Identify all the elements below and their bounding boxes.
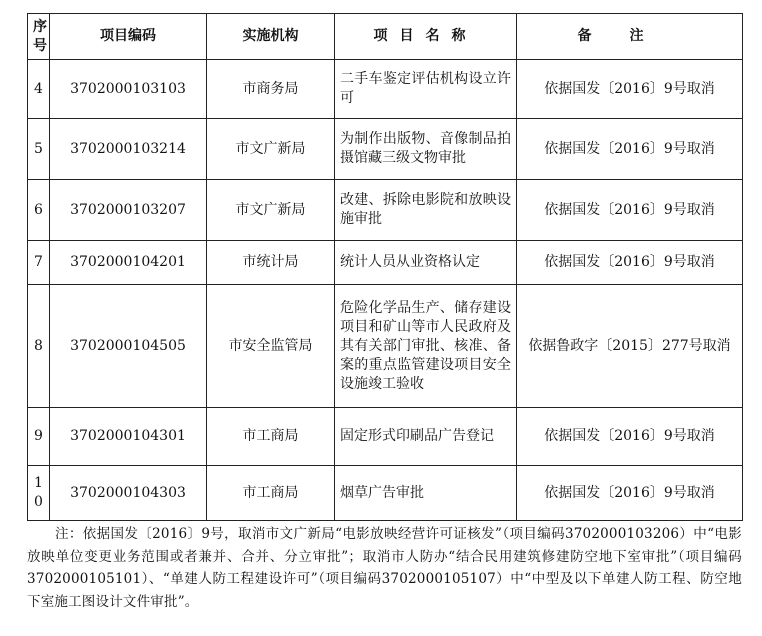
footnote: 注：依据国发〔2016〕9号，取消市文广新局“电影放映经营许可证核发”（项目编码3702000103206）中“电影放映单位变更业务范围或者兼并、合并、分立审批”；取消市人防办“结合民用建筑修建防空地下室审批”（项目编码3702000105101）、“单建人防工程建设许可”（项目编码3702000105107）中“中型及以下单建人防工程、防空地下室施工图设计文件审批”。 [27, 526, 742, 610]
row-code: 3702000104505 [50, 285, 207, 408]
row-code: 3702000104301 [50, 408, 207, 466]
header-seq: 序号 [28, 14, 50, 60]
row-seq: 7 [28, 241, 50, 285]
row-note: 依据国发〔2016〕9号取消 [517, 408, 743, 466]
row-name: 改建、拆除电影院和放映设施审批 [335, 180, 517, 241]
table-row [28, 466, 743, 521]
header-name-label: 项目名称 [373, 28, 478, 44]
row-name: 固定形式印刷品广告登记 [335, 408, 517, 466]
row-name: 危险化学品生产、储存建设项目和矿山等市人民政府及其有关部门审批、核准、备案的重点监管建设项目安全设施竣工验收 [335, 285, 517, 408]
row-org: 市统计局 [207, 241, 335, 285]
table-row [28, 180, 743, 241]
row-note: 依据国发〔2016〕9号取消 [517, 119, 743, 180]
table-row [28, 60, 743, 119]
table-header-row [28, 14, 743, 60]
row-note: 依据国发〔2016〕9号取消 [517, 180, 743, 241]
row-seq: 5 [28, 119, 50, 180]
row-name: 烟草广告审批 [335, 466, 517, 521]
row-note: 依据鲁政字〔2015〕277号取消 [517, 285, 743, 408]
row-seq: 10 [28, 466, 50, 521]
row-name: 二手车鉴定评估机构设立许可 [335, 60, 517, 119]
row-note: 依据国发〔2016〕9号取消 [517, 466, 743, 521]
row-code: 3702000103214 [50, 119, 207, 180]
row-seq: 6 [28, 180, 50, 241]
row-note: 依据国发〔2016〕9号取消 [517, 241, 743, 285]
row-org: 市商务局 [207, 60, 335, 119]
row-name: 统计人员从业资格认定 [335, 241, 517, 285]
row-seq: 9 [28, 408, 50, 466]
row-code: 3702000103207 [50, 180, 207, 241]
header-note-label: 备注 [577, 28, 682, 44]
row-seq: 4 [28, 60, 50, 119]
table-row [28, 285, 743, 408]
row-seq: 8 [28, 285, 50, 408]
row-org: 市文广新局 [207, 119, 335, 180]
row-code: 3702000104303 [50, 466, 207, 521]
project-table [27, 13, 743, 521]
table-row [28, 408, 743, 466]
row-name: 为制作出版物、音像制品拍摄馆藏三级文物审批 [335, 119, 517, 180]
row-org: 市工商局 [207, 466, 335, 521]
header-note [517, 14, 743, 60]
header-code: 项目编码 [50, 14, 207, 60]
table-row [28, 241, 743, 285]
header-name [335, 14, 517, 60]
row-org: 市文广新局 [207, 180, 335, 241]
row-note: 依据国发〔2016〕9号取消 [517, 60, 743, 119]
row-code: 3702000104201 [50, 241, 207, 285]
table-row [28, 119, 743, 180]
row-org: 市安全监管局 [207, 285, 335, 408]
header-org: 实施机构 [207, 14, 335, 60]
row-code: 3702000103103 [50, 60, 207, 119]
row-org: 市工商局 [207, 408, 335, 466]
